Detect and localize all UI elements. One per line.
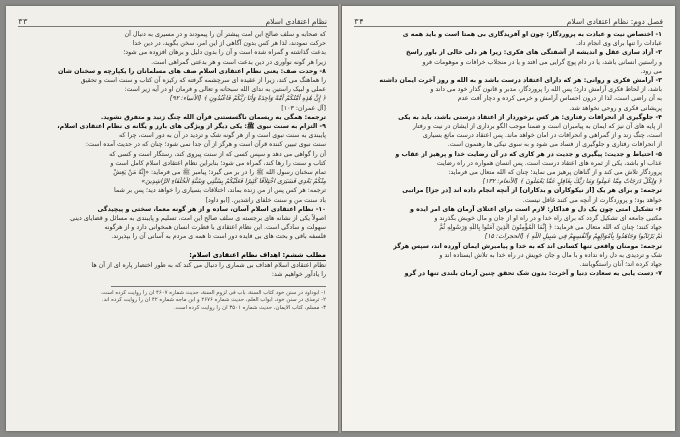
text-line: فلسفه بافی و بحث های بی فایده دور است تا همه ی مردم به آسانی آن را بپذیرند. xyxy=(111,233,326,241)
text-line: از انحرافات رفتاری و جلوگیری از فساد می شود و به سوی نیکی ها رهنمون است. xyxy=(447,141,662,149)
text-line: عملی و لبیک راستین به ندای الله سبحانه و تعالی و فرمان او در آیه زیر است: xyxy=(124,86,326,94)
text-line: که صحابه و سلف صالح این امت پیشتر آن را پیمودند و در مسیری به دنبال آن xyxy=(124,31,326,38)
right-page xyxy=(342,6,675,431)
paragraph-heading-line: ۵- احتیاط و جدیت: پیگیری و جدیت در هر کاری که در آن رضایت خدا و پرهیز از عقاب و xyxy=(395,150,662,158)
text-line: عبادات را تنها برای وی انجام داد. xyxy=(576,40,662,48)
text-line: ترجمه: هر کس پس از من زنده بماند، اختلافات بسیاری را خواهد دید؛ پس بر شما xyxy=(114,187,326,195)
paragraph-heading-line: ۲- آزاد سازی عقل و اندیشه از آشفتگی های فکری: زیرا هر دلی خالی از باور راسخ xyxy=(405,49,662,57)
right-page-body xyxy=(355,30,662,421)
paragraph-heading-line: ۴- جلوگیری از انحرافات رفتاری: هر کس برخوردار از اعتقاد درستی باشد، باید به یکی xyxy=(398,113,662,121)
left-page-number: ۳۳ xyxy=(18,17,28,26)
quote-line: لَمْ يَرْتَابُوا وَجَاهَدُوا بِأَمْوَالِهِمْ وَأَنْفُسِهِمْ فِي سَبِيلِ اللَّهِ ﴾ [الحجرات: ۱۵] xyxy=(484,233,662,241)
footnote: ۳- مسلم، کتاب الایمان، حدیث شماره ۳۵۰۱ آن را روایت کرده است. xyxy=(173,305,326,312)
footnote-separator xyxy=(111,286,326,287)
left-page-body xyxy=(19,30,326,421)
paragraph-heading-line: ۱۰- نظام اعتقادی اسلام آسان، ساده و از هر گونه معما، سختی و پیچیدگی xyxy=(97,205,326,213)
section-heading: مطلب ششم: اهداف نظام اعتقادی اسلام: xyxy=(189,251,326,262)
quote-line: مِنْكُمْ بَعْدِي فَسَيَرَى اخْتِلاَفًا كَثِيرًا فَعَلَيْكُمْ بِسُنَّتِي وَسُنَّةِ الْخُلَفَاءِ الرَّاشِدِينَ» xyxy=(141,178,326,186)
text-line: جهاد کرده اند؛ آنان راستگویانند. xyxy=(579,261,662,269)
paragraph-heading-line: ترجمه: مومنان واقعی تنها کسانی اند که به خدا و پیامبرش ایمان آورده اند، سپس هرگز xyxy=(393,242,662,250)
paragraph-heading-line: ۹- التزام به سنت نبوی ﷺ: یکی دیگر از ویژگی های بارز و یگانه ی نظام اعتقادی اسلام، xyxy=(57,123,326,131)
text-line: پروردگار تلاش می کند و از گناهان پرهیز می نماید؛ چنان که الله متعال می فرماید: xyxy=(448,169,662,177)
left-text-block xyxy=(19,30,326,242)
text-line: به آن راضی است، لذا از درون احساس آرامش و خرمی کرده و دچار آفت عدم xyxy=(457,95,662,103)
text-line: تمام سخنان رسول الله ﷺ را در بر می گیرد؛ پیامبر ﷺ می فرماید: «إِنَّهُ مَنْ يَعِشْ xyxy=(113,169,326,177)
text-line: آن را گواهی می دهد و سپس کسی که از سنت پیروی کند، رستگار است و کسی که xyxy=(109,150,326,158)
paragraph-heading-line: ۱- اختصاص نیت و عبادت به پروردگار: چون او آفریدگاری بی همتا است و باید همه ی xyxy=(402,31,662,38)
text-line: می رود. xyxy=(640,67,662,75)
text-line: خواهد بود؛ و پروردگارت از آنچه می کنند غافل نیست. xyxy=(522,196,662,204)
text-line: و راستین انسانی باشد، یا در دام پوچ گرایی می افتد و یا در منجلاب خرافات و موهومات فرو xyxy=(422,58,662,66)
footnote: ۱- ابوداود در سنن خود کتاب السنة، باب فی لزوم السنة، حدیث شماره ۴۶۰۷ آن را روایت کرده است. xyxy=(100,289,326,296)
text-line: سنت نبوی تبیین کننده قرآن است و هرگز از آن جدا نمی شود؛ چنان که در حدیث آمده است: xyxy=(85,141,326,149)
right-page-number: ۳۴ xyxy=(354,17,364,26)
text-line: پایبندی به سنت نبوی است و از هر گونه شک و تردید در آن به دور است، چرا که xyxy=(118,132,326,140)
paragraph-heading-line: ۷- دست یابی به سعادت دنیا و آخرت: بدون شک تحقق چنین آرمان بلندی تنها در گرو xyxy=(404,270,662,278)
text-line: حرکت نمودند، لذا هر کس بدون آگاهی از این امر، سخن بگوید، در دین خدا xyxy=(132,40,326,48)
text-line: پریشانی فکری و روحی نخواهد شد. xyxy=(569,104,662,112)
right-page-header xyxy=(354,12,663,27)
quote-line: ﴿ وَلِكُلٍّ دَرَجَاتٌ مِمَّا عَمِلُوا وَمَا رَبُّكَ بِغَافِلٍ عَمَّا يَعْمَلُونَ ﴾ [الأنعام: ۱۳۲] xyxy=(482,178,662,186)
text-line: باشد، از لحاظ فکری آرامش دارد؛ پس الله را پروردگار، مدبر و قانون گذار خود می داند و xyxy=(430,86,662,94)
text-line: شک و تردیدی به دل راه نداده و با مال و جان خویش در راه خدا به تلاش ایستاده اند و xyxy=(439,251,662,259)
text-line: بدعت گذاشته و گمراه شده است و آن را بدون دلیل و برهان افزوده می شود؛ xyxy=(123,49,326,57)
text-line: را یادآور خواهیم شد: xyxy=(271,271,326,279)
paragraph-heading-line: ۸- وحدت صف: یعنی نظام اعتقادی اسلام صف های مسلمانان را یکپارچه و سخنان شان xyxy=(58,67,326,75)
left-page-header xyxy=(18,12,327,27)
right-text-block xyxy=(355,30,662,278)
left-section-text xyxy=(19,261,326,279)
text-line: [آل عمران: ۱۰۳] xyxy=(281,104,326,112)
paragraph-heading-line: ۶- تشکیل امتی چون یک دل و فداکار: لازم است برای اعتلای آرمان های امر ایده و xyxy=(410,205,662,213)
text-line: باد سنت من و سنت خلفای راشدین. [ابو داود] xyxy=(205,196,326,204)
right-running-title: فصل دوم: نظام اعتقادی اسلام xyxy=(566,17,663,26)
paragraph-heading-line: ترجمه: و برای هر یک [از نیکوکاران و بدکاران] از آنچه انجام داده اند [در جزا] مراتبی xyxy=(402,187,662,195)
text-line: جهاد کنند؛ چنان که الله متعال می فرماید: ﴿ إِنَّمَا الْمُؤْمِنُونَ الَّذِينَ آمَنُوا بِاللَّهِ وَرَسُولِهِ ثُمَّ xyxy=(439,224,662,232)
text-line: نظام اعتقادی اسلام اهداف بی شماری را دنبال می کند که به طور اختصار پاره ای از آن ها xyxy=(91,262,326,270)
text-line: عذاب او باشد، یکی از ثمره های اعتقاد درست است. پس انسان همواره در راه رضایت xyxy=(436,159,662,167)
footnote: ۲- ترمذی در سنن خود، ابواب العلم، حدیث شماره ۲۶۷۶ و ابن ماجه شماره ۴۲ آن را روایت کرده اند. xyxy=(101,297,326,304)
text-line: را هماهنگ می کند، زیرا از عقیده ای سرچشمه گرفته که رکیزه آن کتاب و سنت است و تحقیق xyxy=(80,77,326,85)
text-line: زیرا هر گونه نوآوری در دین بدعت است و هر بدعتی گمراهی است. xyxy=(151,58,326,66)
paragraph-heading-line: ترجمه: همگی به ریسمان ناگسستنی قرآن الله چنگ زنید و متفرق نشوید. xyxy=(100,113,326,121)
text-line: است، چنگ زند و از گمراهی و انحرافات در امان خواهد ماند. پس اعتقاد درست مانع بسیاری xyxy=(422,132,662,140)
text-line: کتاب و سنت را رها کند، گمراه می شود؛ بنابراین نظام اعتقادی اسلام کامل است و xyxy=(110,159,326,167)
paragraph-heading-line: ۳- آرامش فکری و روانی: هر که دارای اعتقاد درست باشد و به الله و روز آخرت ایمان داشته xyxy=(379,77,662,85)
left-running-title: نظام اعتقادی اسلام xyxy=(265,17,327,26)
quote-line: ﴿ إِنَّ هَٰذِهِ أُمَّتُكُمْ أُمَّةً وَاحِدَةً وَأَنَا رَبُّكُمْ فَاعْبُدُونِ ﴾ [الأنبیاء: ۹۲] xyxy=(169,95,326,103)
text-line: سهولت و سادگی است. این نظام اعتقادی با فطرت انسان همخوانی دارد و از هرگونه xyxy=(104,224,326,232)
text-line: از پایه های آن نیز که ایمان به پیامبران است و ضمنا موجب الگو برداری از ایشان در نیت و رفتار xyxy=(412,123,662,131)
text-line: اصولاً یکی از نشانه های برجسته ی سلف صالح این امت، تسلیم و پایبندی به مسائل و قضایای دینی xyxy=(70,215,326,223)
left-page xyxy=(6,6,339,431)
footnotes xyxy=(19,290,326,313)
text-line: مکتبی جامعه ای تشکیل گردد که برای راه خدا و در راه او از جان و مال خویش بگذرند و xyxy=(434,215,662,223)
